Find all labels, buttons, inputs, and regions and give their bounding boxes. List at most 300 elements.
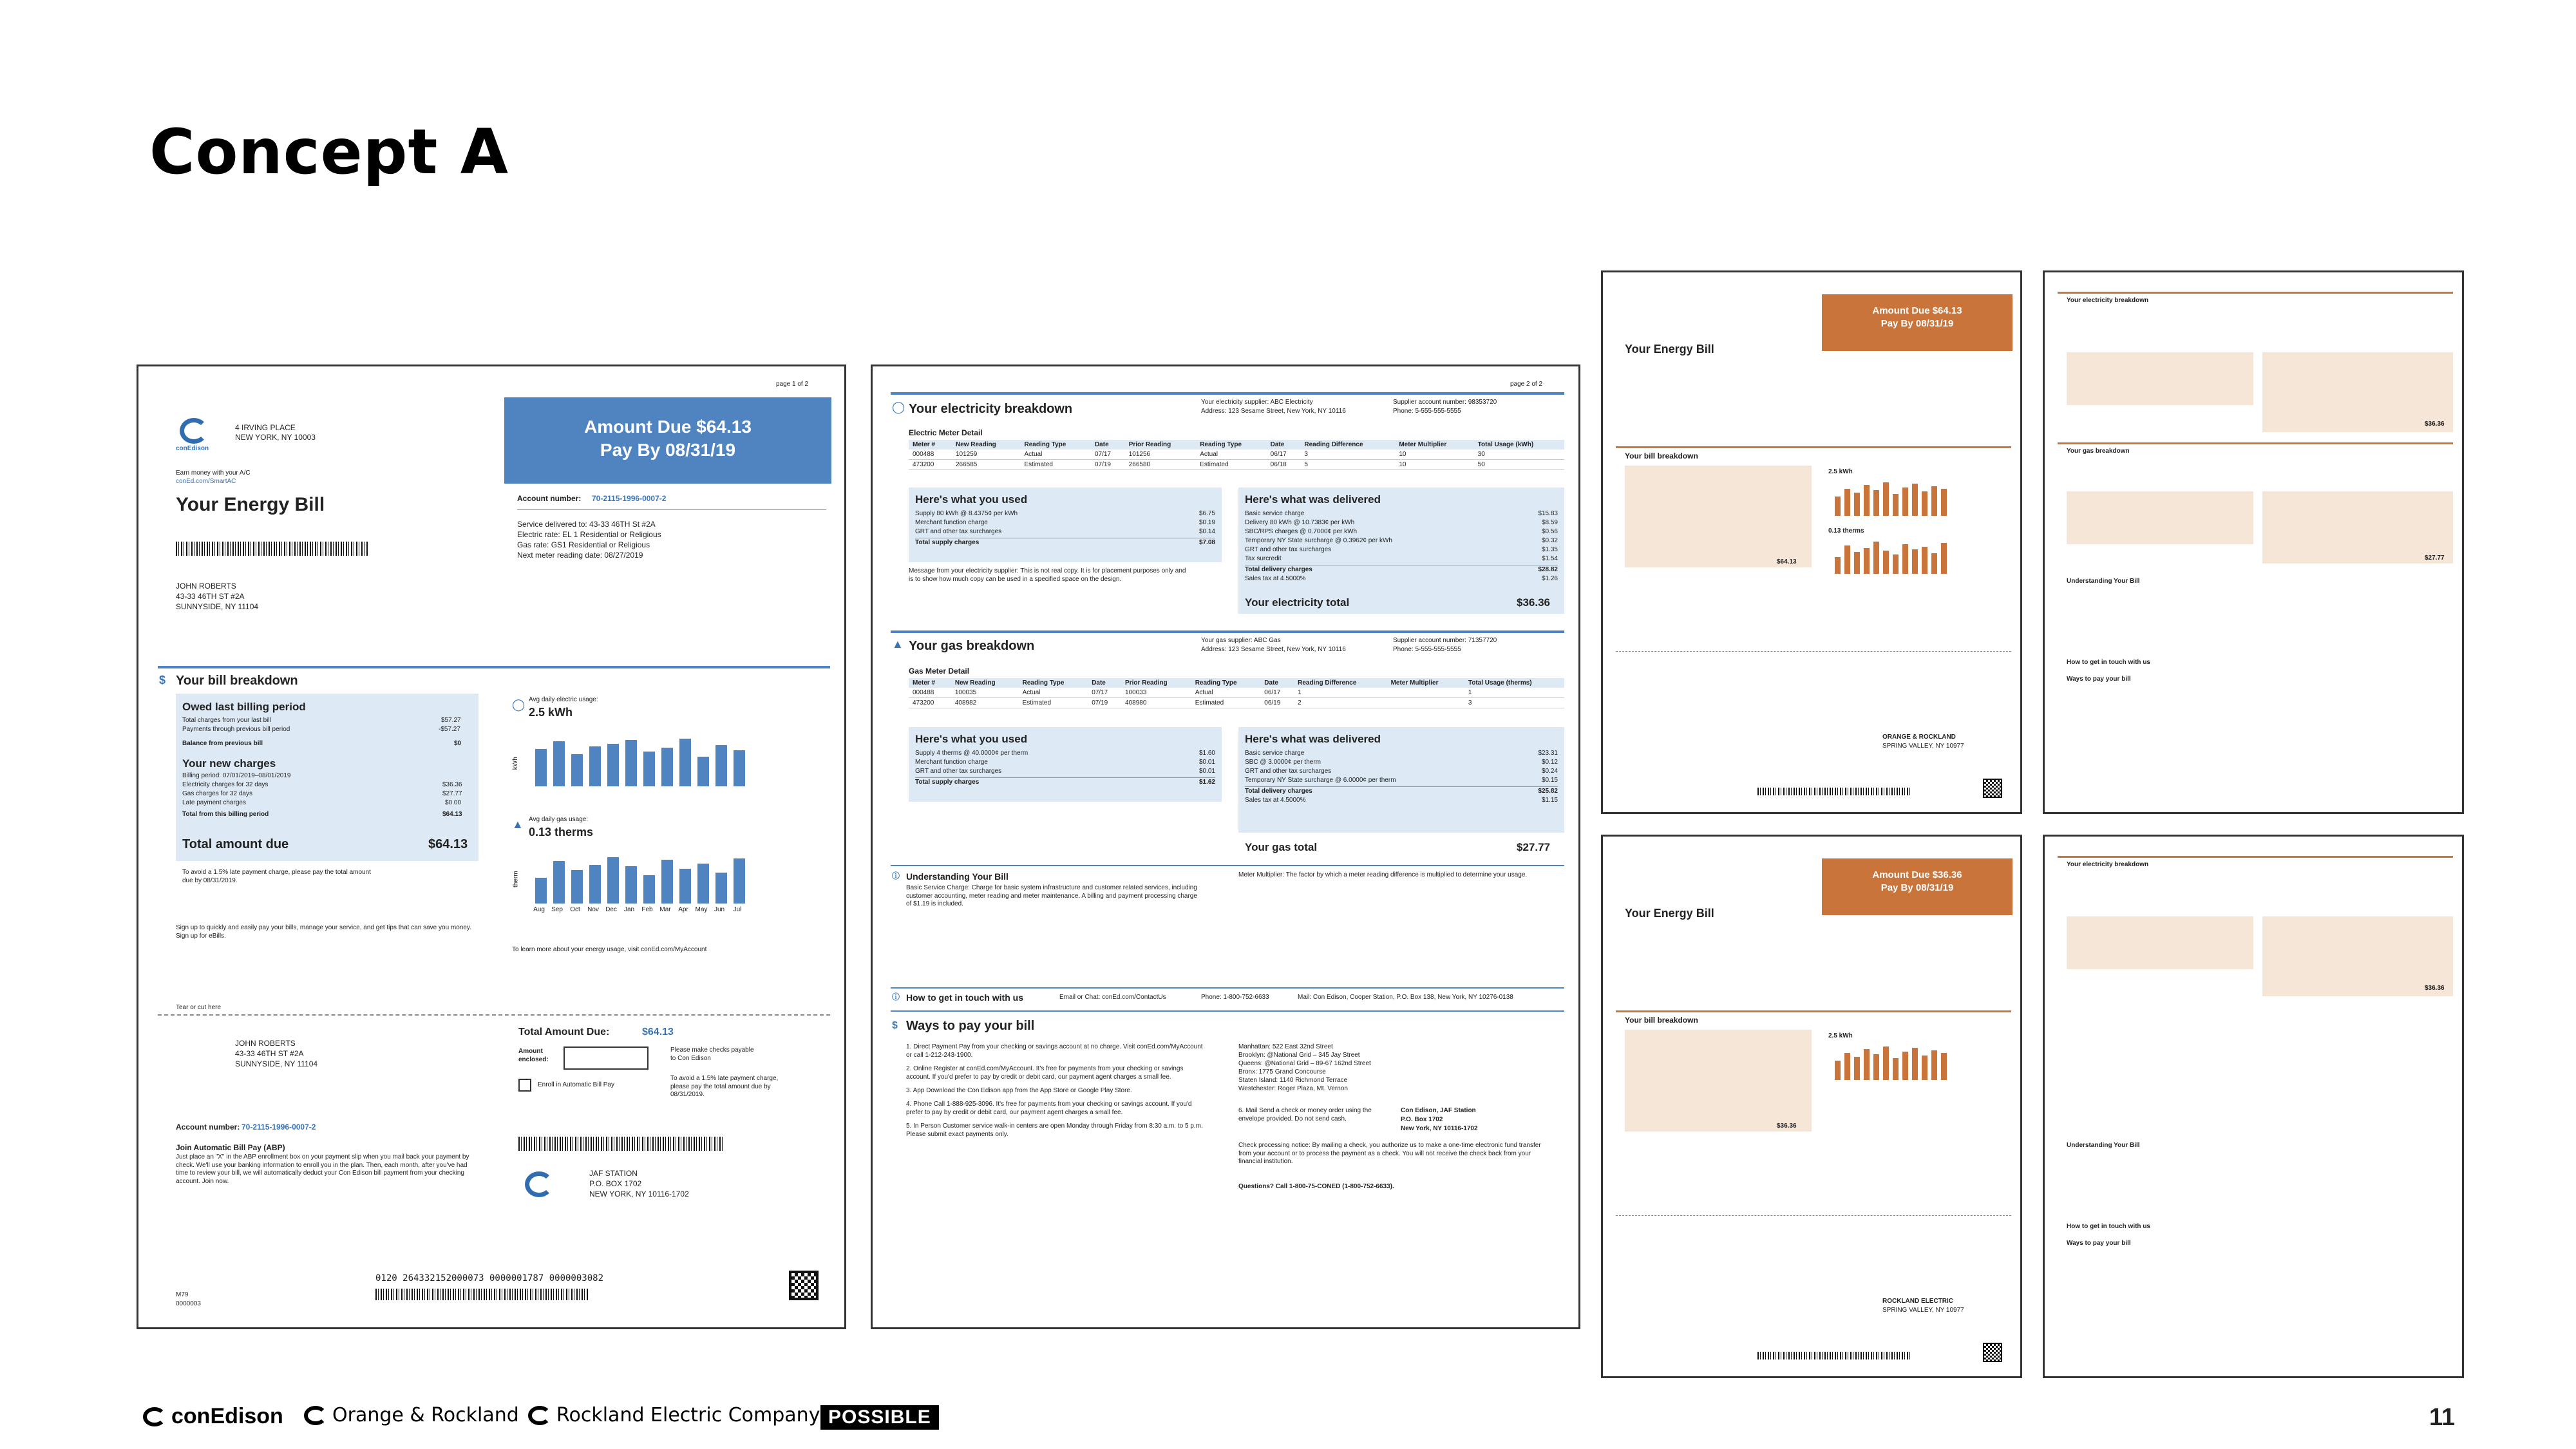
- line-item-label: Sales tax at 4.5000%: [1245, 575, 1306, 582]
- table-cell: Actual: [1019, 688, 1088, 698]
- thumb-banner-amount: Amount Due $36.36: [1872, 869, 1962, 880]
- table-header: New Reading: [952, 440, 1021, 450]
- table-cell: 50: [1474, 460, 1564, 470]
- slip-account-number: 70-2115-1996-0007-2: [242, 1122, 316, 1132]
- oru-bill-page-2-thumb[interactable]: [2043, 270, 2464, 814]
- month-tick-label: Jul: [733, 906, 742, 913]
- mail-address: P.O. Box 1702: [1401, 1116, 1443, 1123]
- line-item: [1245, 767, 1558, 776]
- tear-line: [158, 1014, 830, 1016]
- line-item-value: $6.75: [1198, 510, 1215, 517]
- line-item-value: $0.15: [1541, 777, 1558, 784]
- slip-account-label: Account number:: [176, 1122, 240, 1132]
- month-tick-label: Dec: [605, 906, 617, 913]
- ways-item: 4. Phone Call 1-888-925-3096. It's free for payments from your checking or savings account. If you'd prefer to pay by credit or debit card, our payment agent charges a small fee.: [906, 1101, 1192, 1116]
- rec-bill-page-2-thumb[interactable]: [2043, 835, 2464, 1378]
- slide-title: Concept A: [149, 116, 509, 188]
- line-item-value: $7.08: [1198, 539, 1215, 546]
- thumb-used-panel: [2067, 352, 2253, 405]
- table-cell: 101259: [952, 450, 1021, 460]
- line-item: [1245, 758, 1558, 767]
- lightbulb-icon: ◯: [892, 401, 905, 413]
- thumb-tear-line: [1616, 651, 2011, 652]
- line-item: [1245, 536, 1558, 545]
- table-cell: 06/18: [1267, 460, 1301, 470]
- table-cell: 266585: [952, 460, 1021, 470]
- line-item: [915, 767, 1215, 776]
- remit-line: P.O. BOX 1702: [589, 1179, 642, 1188]
- earn-money-text: Earn money with your A/C: [176, 469, 251, 477]
- footer-brand: Orange & Rockland: [332, 1404, 519, 1426]
- thumb-elec-total: $36.36: [2425, 985, 2445, 992]
- conedison-logo-icon: [180, 418, 208, 444]
- table-cell: 100035: [951, 688, 1019, 698]
- gas-bar: [625, 866, 637, 904]
- questions-text[interactable]: Questions? Call 1-800-75-CONED (1-800-752-6633).: [1238, 1183, 1394, 1190]
- banner-amount: Amount Due $64.13: [584, 417, 752, 437]
- elec-total-label: Your electricity total: [1245, 596, 1350, 609]
- line-item-label: GRT and other tax surcharges: [1245, 546, 1332, 553]
- line-item-value: $8.59: [1541, 519, 1558, 526]
- supplier-message: Message from your electricity supplier: This is not real copy. It is for placement purposes only and is to show how much copy can be used in a specified space on the design.: [909, 567, 1186, 583]
- bill-page-2: [871, 365, 1580, 1329]
- contact-email[interactable]: Email or Chat: conEd.com/ContactUs: [1059, 994, 1166, 1001]
- elec-bar: [607, 744, 619, 786]
- elec-bar: [643, 752, 655, 786]
- ways-item: 2. Online Register at conEd.com/MyAccount. It's free for payments from your checking or savings account. If you'd prefer to pay by credit or debit card, our payment agent charges a small fee.: [906, 1065, 1184, 1081]
- mail-address: Con Edison, JAF Station: [1401, 1107, 1476, 1114]
- line-item-value: $0.19: [1198, 519, 1215, 526]
- line-item: [915, 527, 1215, 536]
- elec-bar: [535, 749, 547, 786]
- thumb-elec-title: Your electricity breakdown: [2067, 297, 2149, 304]
- line-item-label: GRT and other tax surcharges: [1245, 768, 1332, 775]
- gas-divider: [891, 630, 1564, 633]
- table-header: Date: [1091, 440, 1125, 450]
- elec-bar: [661, 748, 673, 786]
- ways-right-list: [1238, 1043, 1548, 1093]
- line-item-value: $1.60: [1198, 750, 1215, 757]
- amount-enclosed-label: Amount enclosed:: [518, 1048, 549, 1063]
- thumb-barcode: [1757, 1352, 1912, 1359]
- table-cell: 30: [1474, 450, 1564, 460]
- table-cell: Estimated: [1191, 698, 1261, 708]
- line-item: [915, 777, 1215, 787]
- thumb-contact: How to get in touch with us: [2067, 659, 2150, 666]
- thumb-ways: Ways to pay your bill: [2067, 1240, 2131, 1247]
- line-item: [915, 518, 1215, 527]
- table-header: Total Usage (kWh): [1474, 440, 1564, 450]
- gas-delivered-list: [1245, 749, 1558, 805]
- service-line: Electric rate: EL 1 Residential or Religious: [517, 530, 661, 539]
- elec-bar: [697, 757, 709, 786]
- elec-supplier-acct: Supplier account number: 98353720: [1393, 399, 1497, 406]
- table-cell: 408982: [951, 698, 1019, 708]
- used-list: [915, 509, 1215, 547]
- owed-row-value: -$57.27: [439, 726, 460, 733]
- gas-bar: [571, 870, 583, 904]
- month-tick-label: Feb: [641, 906, 653, 913]
- table-cell: Estimated: [1019, 698, 1088, 708]
- remit-line: JAF STATION: [589, 1169, 638, 1178]
- line-item-label: GRT and other tax surcharges: [915, 528, 1002, 535]
- contact-mail: Mail: Con Edison, Cooper Station, P.O. Box 138, New York, NY 10276-0138: [1298, 994, 1513, 1001]
- understanding-right: Meter Multiplier: The factor by which a meter reading difference is multiplied to determine your usage.: [1238, 871, 1528, 878]
- owed-row-label: Total charges from your last bill: [182, 717, 271, 724]
- line-item-value: $0.14: [1198, 528, 1215, 535]
- thumb-payee: ROCKLAND ELECTRIC: [1882, 1298, 1953, 1305]
- account-number: 70-2115-1996-0007-2: [592, 494, 667, 503]
- line-item: [915, 509, 1215, 518]
- gas-usage-value: 0.13 therms: [529, 826, 594, 838]
- signup-text[interactable]: Sign up to quickly and easily pay your bills, manage your service, and get tips that can save you money. Sign up for eBills.: [176, 924, 471, 940]
- page-label: page 1 of 2: [776, 381, 809, 388]
- table-cell: 07/17: [1088, 688, 1121, 698]
- customer-name: JOHN ROBERTS: [176, 582, 236, 591]
- earn-money-link[interactable]: conEd.com/SmartAC: [176, 478, 236, 485]
- thumb-usage-2: 0.13 therms: [1828, 527, 1864, 535]
- thumb-used-panel: [2067, 916, 2253, 969]
- address-line-2: NEW YORK, NY 10003: [235, 433, 316, 442]
- thumb-barcode: [1757, 788, 1912, 795]
- table-cell: 100033: [1121, 688, 1191, 698]
- new-charges-title: Your new charges: [182, 757, 276, 770]
- join-abp-title: Join Automatic Bill Pay (ABP): [176, 1143, 285, 1152]
- line-item: [915, 538, 1215, 547]
- possible-logo: POSSIBLE: [820, 1405, 939, 1430]
- remit-barcode: [518, 1137, 724, 1151]
- thumb-divider: [2058, 292, 2453, 294]
- elec-usage-value: 2.5 kWh: [529, 706, 573, 719]
- gas-meter-detail-title: Gas Meter Detail: [909, 667, 970, 676]
- line-item-label: Total supply charges: [915, 779, 980, 786]
- table-cell: 473200: [909, 698, 951, 708]
- electric-meter-table: [909, 440, 1564, 470]
- line-item-label: Sales tax at 4.5000%: [1245, 797, 1306, 804]
- elec-divider: [891, 392, 1564, 395]
- line-item-value: $0.12: [1541, 759, 1558, 766]
- thumb-understanding: Understanding Your Bill: [2067, 578, 2140, 585]
- gas-address: Address: 123 Sesame Street, New York, NY 10116: [1201, 646, 1346, 653]
- elec-breakdown-title: Your electricity breakdown: [909, 402, 1073, 416]
- elec-bar: [625, 740, 637, 786]
- table-header: Meter Multiplier: [1395, 440, 1473, 450]
- table-cell: 1: [1294, 688, 1387, 698]
- line-item-label: Supply 80 kWh @ 8.4375¢ per kWh: [915, 510, 1018, 517]
- breakdown-divider: [158, 666, 830, 668]
- month-tick-label: Apr: [678, 906, 688, 913]
- table-header: Reading Type: [1196, 440, 1266, 450]
- contact-title: How to get in touch with us: [906, 992, 1023, 1003]
- service-line: Gas rate: GS1 Residential or Religious: [517, 540, 650, 549]
- avoid-fee-text: To avoid a 1.5% late payment charge, please pay the total amount due by 08/31/2019.: [182, 869, 371, 884]
- elec-bar: [715, 745, 727, 786]
- table-cell: 1: [1464, 688, 1564, 698]
- line-item-label: GRT and other tax surcharges: [915, 768, 1002, 775]
- line-item: [1245, 574, 1558, 583]
- service-line: Service delivered to: 43-33 46TH St #2A: [517, 520, 656, 529]
- line-item-value: $0.01: [1198, 759, 1215, 766]
- table-header: Meter Multiplier: [1387, 678, 1464, 688]
- line-item-value: $25.82: [1538, 788, 1558, 795]
- line-item-label: SBC/RPS charges @ 0.7000¢ per kWh: [1245, 528, 1358, 535]
- phone-icon: ⓘ: [892, 992, 900, 1001]
- rec-mark-icon: [528, 1406, 551, 1425]
- gas-used-title: Here's what you used: [915, 733, 1028, 745]
- customer-street: 43-33 46TH ST #2A: [176, 592, 245, 601]
- line-item-value: $0.01: [1198, 768, 1215, 775]
- slip-customer-street: 43-33 46TH ST #2A: [235, 1049, 304, 1058]
- address-line-1: 4 IRVING PLACE: [235, 423, 296, 432]
- gas-usage-label: Avg daily gas usage:: [529, 816, 589, 823]
- line-item-value: $28.82: [1538, 566, 1558, 573]
- service-line: Next meter reading date: 08/27/2019: [517, 551, 643, 560]
- gas-bar: [661, 860, 673, 904]
- scan-line: 0120 264332152000073 0000001787 0000003082: [375, 1273, 604, 1283]
- customer-city: SUNNYSIDE, NY 11104: [176, 602, 259, 611]
- line-item-value: $15.83: [1538, 510, 1558, 517]
- table-cell: 06/17: [1267, 450, 1301, 460]
- enroll-abp-checkbox[interactable]: [518, 1079, 531, 1092]
- month-tick-label: Oct: [570, 906, 580, 913]
- ways-item: Brooklyn: @National Grid – 345 Jay Street: [1238, 1052, 1360, 1059]
- month-tick-label: Jan: [623, 906, 635, 913]
- ways-item: 1. Direct Payment Pay from your checking or savings account at no charge. Visit conEd.com/MyAccount or call 1-212-243-1900.: [906, 1043, 1203, 1059]
- line-item-label: Supply 4 therms @ 40.0000¢ per therm: [915, 750, 1028, 757]
- line-item-label: Basic service charge: [1245, 750, 1305, 757]
- thumb-qr: [1983, 1343, 2002, 1362]
- ways-item: Staten Island: 1140 Richmond Terrace: [1238, 1077, 1348, 1084]
- table-header: Reading Type: [1021, 440, 1091, 450]
- logo-name: conEdison: [176, 445, 209, 452]
- month-tick-label: Sep: [551, 906, 563, 913]
- ways-item: Westchester: Roger Plaza, Mt. Vernon: [1238, 1085, 1348, 1092]
- table-cell: 07/19: [1088, 698, 1121, 708]
- thumb-bill-title: Your Energy Bill: [1625, 343, 1714, 355]
- line-item: [1245, 565, 1558, 574]
- thumb-divider: [1616, 446, 2011, 448]
- footer-conedison-logo: [143, 1404, 283, 1429]
- thumb-total: $36.36: [1777, 1122, 1797, 1130]
- elec-bar: [553, 741, 565, 786]
- ways-item: 3. App Download the Con Edison app from the App Store or Google Play Store.: [906, 1087, 1132, 1094]
- new-row-label: Billing period: 07/01/2019–08/01/2019: [182, 772, 291, 779]
- table-cell: 101256: [1125, 450, 1197, 460]
- meter-detail-title: Electric Meter Detail: [909, 428, 983, 437]
- thumb-contact: How to get in touch with us: [2067, 1223, 2150, 1230]
- line-item-label: SBC @ 3.0000¢ per therm: [1245, 759, 1321, 766]
- thumb-elec-title: Your electricity breakdown: [2067, 861, 2149, 868]
- footer-rec-logo: [528, 1404, 820, 1426]
- tear-label: Tear or cut here: [176, 1004, 222, 1011]
- table-cell: 3: [1464, 698, 1564, 708]
- thumb-elec-chart: [1835, 1044, 1947, 1080]
- ways-item: 5. In Person Customer service walk-in centers are open Monday through Friday from 8:30 a.m. to 5 p.m. Please submit exact payments only.: [906, 1122, 1203, 1138]
- gas-bar: [535, 878, 547, 904]
- amount-enclosed-input[interactable]: [564, 1046, 649, 1070]
- table-cell: 06/19: [1260, 698, 1294, 708]
- breakdown-title: Your bill breakdown: [176, 674, 298, 688]
- new-row-value: $27.77: [442, 790, 462, 797]
- line-item-label: Delivery 80 kWh @ 10.7383¢ per kWh: [1245, 519, 1355, 526]
- line-item: [1245, 749, 1558, 758]
- checks-payable-text: Please make checks payable to Con Edison: [670, 1046, 754, 1062]
- elec-bar: [571, 754, 583, 786]
- therm-axis-label: therm: [512, 871, 520, 888]
- table-cell: 000488: [909, 688, 951, 698]
- thumb-breakdown-panel: [1625, 1030, 1812, 1132]
- table-header: New Reading: [951, 678, 1019, 688]
- thumb-elec-total: $36.36: [2425, 421, 2445, 428]
- understanding-left: Basic Service Charge: Charge for basic system infrastructure and customer related services, including customer accounting, meter reading and meter maintenance. A billing and payment processing charge of $1.19 is included.: [906, 884, 1197, 907]
- line-item-value: $1.26: [1541, 575, 1558, 582]
- month-axis: [531, 906, 745, 913]
- new-row-label: Gas charges for 32 days: [182, 790, 252, 797]
- line-item-label: Tax surcredit: [1245, 555, 1282, 562]
- elec-supplier: Your electricity supplier: ABC Electricity: [1201, 399, 1313, 406]
- banner-pay-by: Pay By 08/31/19: [600, 440, 736, 460]
- gas-usage-chart: [535, 849, 745, 904]
- code-line: M79: [176, 1291, 189, 1298]
- thumb-total: $64.13: [1777, 558, 1797, 565]
- contact-phone[interactable]: Phone: 1-800-752-6633: [1201, 994, 1269, 1001]
- elec-bar: [734, 750, 745, 786]
- thumb-amount-banner: [1822, 294, 2012, 351]
- contact-divider: [891, 987, 1564, 989]
- ways-item: Bronx: 1775 Grand Concourse: [1238, 1068, 1326, 1075]
- amount-due-banner: [504, 397, 831, 484]
- gas-breakdown-title: Your gas breakdown: [909, 639, 1035, 653]
- line-item-label: Total delivery charges: [1245, 566, 1312, 573]
- line-item: [1245, 509, 1558, 518]
- bill-page-1: [137, 365, 846, 1329]
- table-cell: 07/19: [1091, 460, 1125, 470]
- line-item: [1245, 796, 1558, 805]
- account-label: Account number:: [517, 494, 582, 503]
- new-row-value: $64.13: [442, 811, 462, 818]
- ways-left-list: [906, 1043, 1209, 1144]
- thumb-banner-pay-by: Pay By 08/31/19: [1880, 318, 1954, 330]
- line-item-value: $1.54: [1541, 555, 1558, 562]
- lightbulb-icon: ◯: [512, 698, 526, 711]
- table-header: Date: [1267, 440, 1301, 450]
- page-label: page 2 of 2: [1510, 381, 1543, 388]
- table-header: Meter #: [909, 678, 951, 688]
- elec-bar: [589, 746, 601, 786]
- remit-line: NEW YORK, NY 10116-1702: [589, 1189, 689, 1198]
- new-row-value: $0.00: [445, 799, 462, 806]
- learn-more-link[interactable]: To learn more about your energy usage, visit conEd.com/MyAccount: [512, 946, 707, 953]
- oru-bill-page-1-thumb[interactable]: [1601, 270, 2022, 814]
- gas-total-label: Your gas total: [1245, 841, 1318, 853]
- footer-brand: conEdison: [171, 1404, 283, 1428]
- table-row: [909, 688, 1564, 698]
- owed-row-value: $57.27: [441, 717, 461, 724]
- line-item-label: Temporary NY State surcharge @ 0.3962¢ per kWh: [1245, 537, 1392, 544]
- total-amount-due-value: $64.13: [642, 1027, 674, 1037]
- line-item-label: Total delivery charges: [1245, 788, 1312, 795]
- ways-item: Queens: @National Grid – 89-67 162nd Street: [1238, 1060, 1371, 1067]
- slip-customer-name: JOHN ROBERTS: [235, 1039, 296, 1048]
- table-cell: Actual: [1021, 450, 1091, 460]
- thumb-bill-title: Your Energy Bill: [1625, 907, 1714, 920]
- slip-customer-city: SUNNYSIDE, NY 11104: [235, 1059, 318, 1068]
- enroll-abp-label: Enroll in Automatic Bill Pay: [538, 1081, 614, 1088]
- thumb-gas-chart: [1835, 538, 1947, 574]
- thumb-gas-used-panel: [2067, 491, 2253, 544]
- delivered-list: [1245, 509, 1558, 583]
- check-notice: Check processing notice: By mailing a check, you authorize us to make a one-time electronic fund transfer from your account or to process the payment as a check. You will not receive the check back from your financial institution.: [1238, 1142, 1541, 1165]
- thumb-divider: [2058, 856, 2453, 858]
- new-row-value: $36.36: [442, 781, 462, 788]
- thumb-understanding: Understanding Your Bill: [2067, 1142, 2140, 1149]
- footer-brand: Rockland Electric Company: [556, 1404, 820, 1426]
- kwh-axis-label: kWh: [511, 757, 519, 770]
- table-cell: 5: [1300, 460, 1395, 470]
- rec-bill-page-1-thumb[interactable]: [1601, 835, 2022, 1378]
- understanding-divider: [891, 865, 1564, 866]
- new-row-label: Electricity charges for 32 days: [182, 781, 269, 788]
- line-item-value: $1.35: [1541, 546, 1558, 553]
- table-header: Reading Difference: [1300, 440, 1395, 450]
- line-item: [915, 758, 1215, 767]
- gas-bar: [715, 873, 727, 904]
- line-item-value: $0.56: [1541, 528, 1558, 535]
- line-item-value: $1.15: [1541, 797, 1558, 804]
- thumb-qr: [1983, 779, 2002, 798]
- gas-total-value: $27.77: [1517, 841, 1550, 853]
- table-cell: Actual: [1191, 688, 1261, 698]
- table-cell: 06/17: [1260, 688, 1294, 698]
- table-header: Meter #: [909, 440, 952, 450]
- table-row: [909, 460, 1564, 470]
- gas-bar: [643, 875, 655, 904]
- oru-mark-icon: [304, 1406, 327, 1425]
- elec-address: Address: 123 Sesame Street, New York, NY 10116: [1201, 408, 1346, 415]
- thumb-usage-1: 2.5 kWh: [1828, 1032, 1853, 1039]
- line-item-value: $0.32: [1541, 537, 1558, 544]
- thumb-breakdown-panel: [1625, 466, 1812, 567]
- line-item: [1245, 786, 1558, 796]
- table-cell: 10: [1395, 450, 1473, 460]
- table-cell: 408980: [1121, 698, 1191, 708]
- table-header: Total Usage (therms): [1464, 678, 1564, 688]
- join-abp-text: Just place an "X" in the ABP enrollment box on your payment slip when you mail back your payment by check. We'll use your banking information to enroll you in the plan. Then, each month, after you've had time to review your bill, we will automatically deduct your Con Edison bill payment from your checking account. Join now.: [176, 1153, 469, 1185]
- total-amount-due-label: Total Amount Due:: [518, 1027, 610, 1037]
- thumb-gas-total: $27.77: [2425, 554, 2445, 562]
- table-cell: Actual: [1196, 450, 1266, 460]
- line-item-value: $1.62: [1198, 779, 1215, 786]
- line-item-value: $23.31: [1538, 750, 1558, 757]
- month-tick-label: Aug: [533, 906, 545, 913]
- table-cell: 266580: [1125, 460, 1197, 470]
- gas-bar: [607, 857, 619, 904]
- month-tick-label: Jun: [714, 906, 725, 913]
- table-row: [909, 450, 1564, 460]
- line-item-label: Merchant function charge: [915, 519, 988, 526]
- owed-row-label: Balance from previous bill: [182, 740, 263, 747]
- thumb-section-title: Your bill breakdown: [1625, 1016, 1698, 1025]
- gas-bar: [679, 869, 691, 904]
- dollar-icon: $: [892, 1020, 898, 1031]
- table-header: Reading Type: [1191, 678, 1261, 688]
- gas-bar: [734, 858, 745, 904]
- bill-title: Your Energy Bill: [176, 494, 325, 515]
- thumb-gas-title: Your gas breakdown: [2067, 448, 2130, 455]
- gas-bar: [589, 865, 601, 904]
- elec-total-value: $36.36: [1517, 596, 1550, 609]
- table-cell: 10: [1395, 460, 1473, 470]
